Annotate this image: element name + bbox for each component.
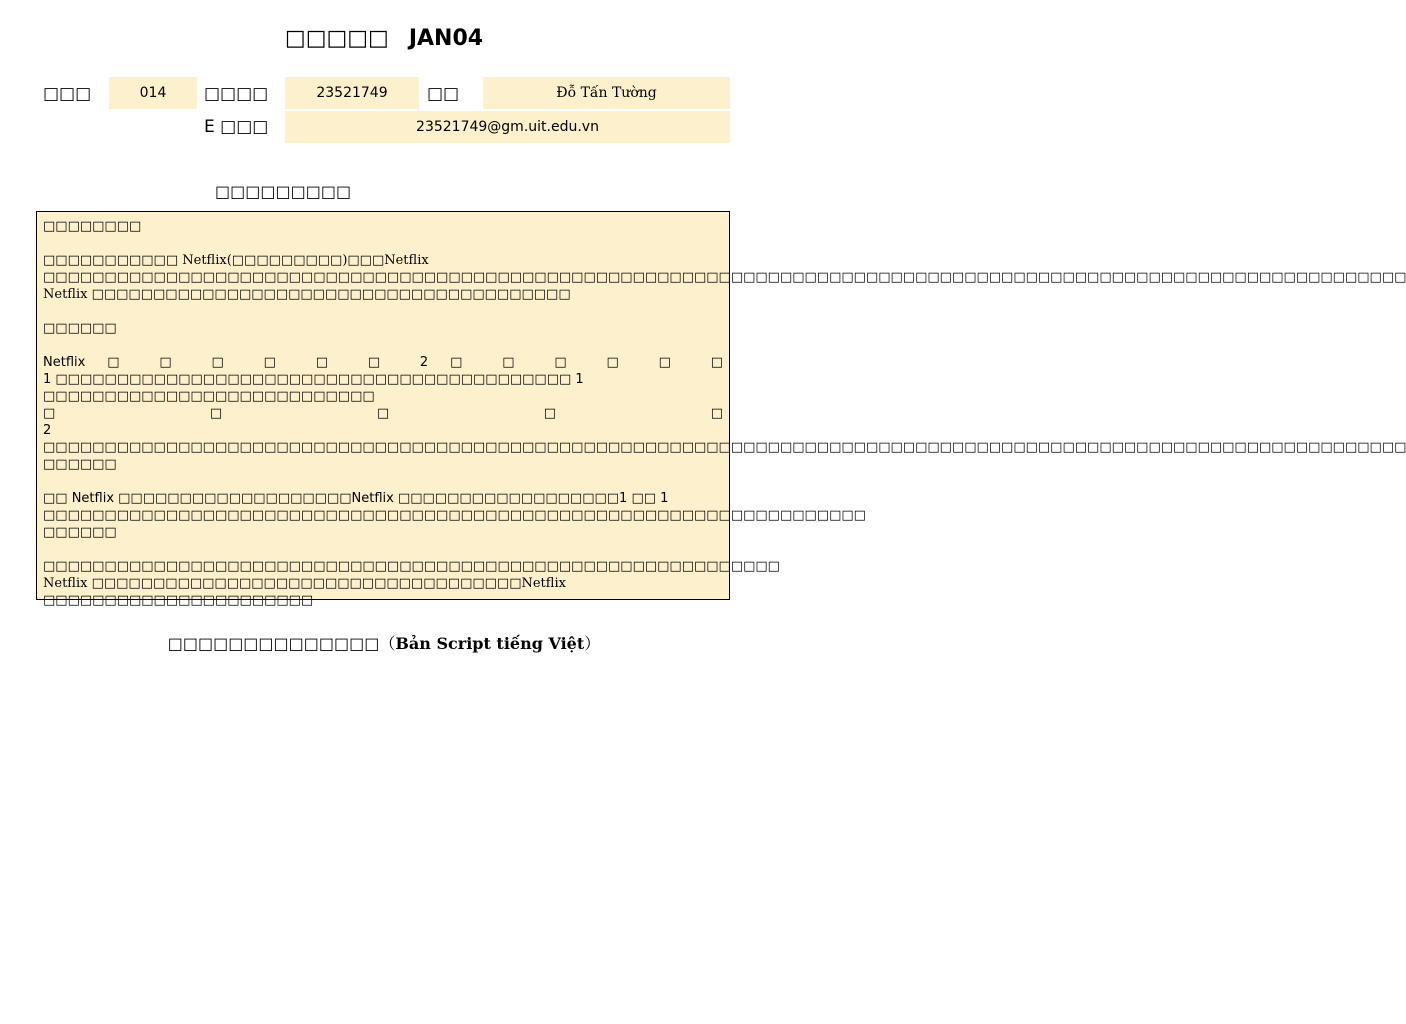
section-heading: □□□□□□□□□	[215, 182, 352, 201]
student-id-value: 23521749	[285, 77, 419, 109]
paragraph-2-line3: □ □ □ □ □	[43, 406, 723, 421]
title-code: JAN04	[408, 26, 484, 51]
paragraph-2-line4: 2 □□□□□□□□□□□□□□□□□□□□□□□□□□□□□□□□□□□□□□□□□□□□□□□□□□□□□□□□□□□□□□□□□□□□□□□□□□□□□□□□□□□□□□□□□□□□□□□□□□□□□□□□□□□□□□□	[43, 423, 1406, 455]
p1-title: □□□□□□□□	[43, 219, 142, 234]
p2-title: □□□□□□	[43, 321, 117, 336]
student-id-label: □□□□	[204, 84, 269, 104]
script-heading: □□□□□□□□□□□□□□（Bản Script tiếng Việt）	[167, 634, 601, 653]
paragraph-3: □□ Netflix □□□□□□□□□□□□□□□□□□□Netflix □□□□□□□□□□□□□□□□□□1 □□ 1 □□□□□□□□□□□□□□□□□□□□□□□□□□□□□□□□□□□□□□□□□□□□□□□□□□□□□□□□□□□□□□□□□□□	[43, 491, 866, 523]
group-label: □□□	[43, 84, 92, 104]
name-value: Đỗ Tấn Tường	[483, 77, 730, 109]
p4-title: □□□□□□	[43, 525, 117, 540]
essay-box	[36, 211, 1406, 608]
email-label: E □□□	[204, 117, 269, 137]
title-prefix: □□□□□	[284, 26, 389, 51]
paragraph-2-line1: Netflix □ □ □ □ □ □ 2 □ □ □ □ □ □	[43, 355, 723, 370]
name-label: □□	[427, 84, 460, 104]
paragraph-4: □□□□□□□□□□□□□□□□□□□□□□□□□□□□□□□□□□□□□□□□□□□□□□□□□□□□□□□□□□□□ Netflix □□□□□□□□□□□□□□□□□□□□□□□□□□□□□□□□□□□Netflix □□□□□□□□□□□□□□□□□□□□□□	[43, 559, 780, 608]
email-value: 23521749@gm.uit.edu.vn	[285, 111, 730, 143]
paragraph-1: □□□□□□□□□□□ Netflix(□□□□□□□□□)□□□Netflix □□□□□□□□□□□□□□□□□□□□□□□□□□□□□□□□□□□□□□□□□□□□□□□□□□□□□□□□□□□□□□□□□□□□□□□□□□□□□□□□□□□□□□□□□□□□□□□□□□□□□□□□□□□□□□□ Netflix □□□□□□□□□□□□□□□□□□□□□□□□□□□□□□□□□□□□□□□	[43, 253, 1406, 302]
page-title	[0, 26, 768, 51]
group-number: 014	[109, 77, 197, 109]
paragraph-2-line2: 1 □□□□□□□□□□□□□□□□□□□□□□□□□□□□□□□□□□□□□□□□□□ 1 □□□□□□□□□□□□□□□□□□□□□□□□□□□	[43, 372, 584, 404]
p3-title: □□□□□□	[43, 457, 117, 472]
